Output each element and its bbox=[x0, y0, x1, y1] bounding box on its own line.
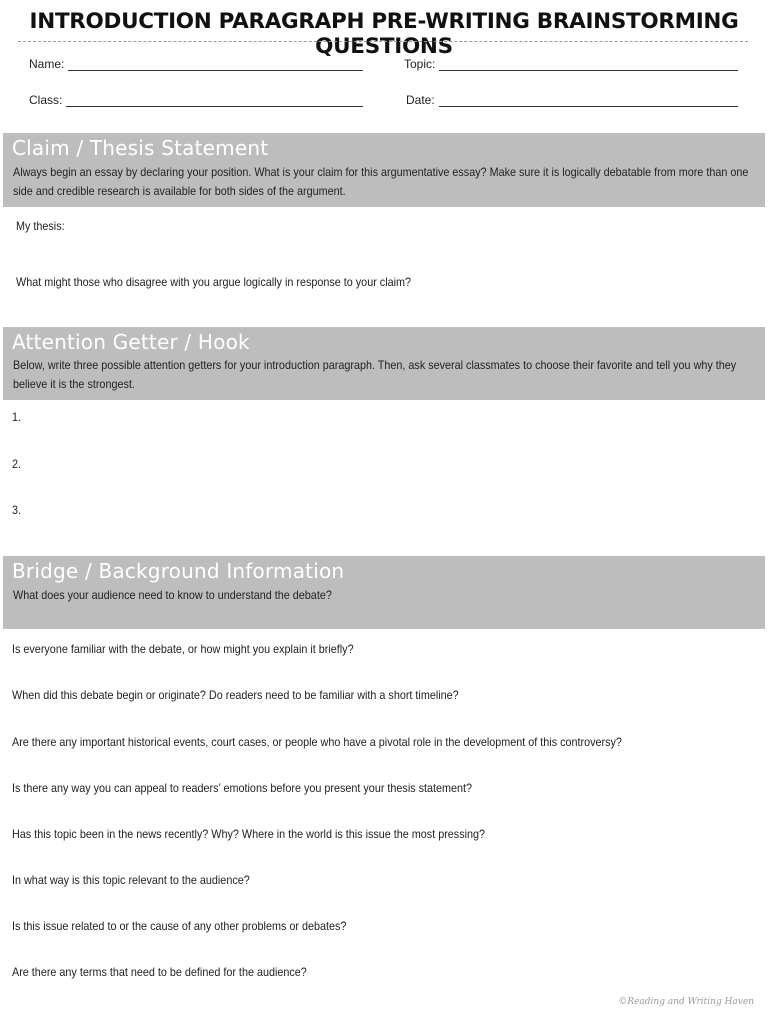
prompt-my-thesis: My thesis: bbox=[16, 219, 65, 233]
name-label: Name: bbox=[29, 57, 65, 71]
name-field[interactable] bbox=[29, 57, 363, 71]
bridge-question: In what way is this topic relevant to the audience? bbox=[12, 873, 250, 887]
section-description: Below, write three possible attention getters for your introduction paragraph. Then, ask several classmates to choose their favorite and tell you why they believe it is the strongest. bbox=[13, 358, 737, 391]
claim-section-header bbox=[3, 133, 765, 207]
name-line[interactable] bbox=[68, 58, 363, 71]
section-title: Attention Getter / Hook bbox=[12, 330, 250, 354]
title-divider bbox=[18, 41, 748, 42]
class-field[interactable] bbox=[29, 93, 363, 107]
hook-section-header bbox=[3, 327, 765, 400]
date-label: Date: bbox=[406, 93, 435, 107]
section-description: Always begin an essay by declaring your position. What is your claim for this argumentative essay? Make sure it is logically debatable from more than one side and credible research is available for both sides of the argument. bbox=[13, 165, 749, 198]
bridge-question: Is this issue related to or the cause of any other problems or debates? bbox=[12, 919, 347, 933]
bridge-question: Are there any terms that need to be defined for the audience? bbox=[12, 965, 307, 979]
worksheet-title: INTRODUCTION PARAGRAPH PRE-WRITING BRAINSTORMING QUESTIONS bbox=[29, 9, 739, 59]
class-label: Class: bbox=[29, 93, 63, 107]
topic-line[interactable] bbox=[439, 58, 738, 71]
bridge-question: Are there any important historical events, court cases, or people who have a pivotal role in the development of this controversy? bbox=[12, 735, 622, 749]
hook-item-3: 3. bbox=[12, 503, 22, 517]
bridge-question: Has this topic been in the news recently? Why? Where in the world is this issue the most pressing? bbox=[12, 827, 486, 841]
topic-field[interactable] bbox=[404, 57, 738, 71]
bridge-section-header bbox=[3, 556, 765, 629]
copyright-footer: ©Reading and Writing Haven bbox=[618, 997, 754, 1007]
section-description: What does your audience need to know to understand the debate? bbox=[13, 588, 332, 602]
topic-label: Topic: bbox=[404, 57, 436, 71]
date-line[interactable] bbox=[439, 94, 738, 107]
class-line[interactable] bbox=[66, 94, 363, 107]
bridge-question: Is there any way you can appeal to readers’ emotions before you present your thesis statement? bbox=[12, 781, 473, 795]
date-field[interactable] bbox=[406, 93, 738, 107]
prompt-counterargument: What might those who disagree with you argue logically in response to your claim? bbox=[16, 275, 412, 289]
hook-item-1: 1. bbox=[12, 410, 22, 424]
bridge-question: When did this debate begin or originate? Do readers need to be familiar with a short timeline? bbox=[12, 688, 459, 702]
bridge-question: Is everyone familiar with the debate, or how might you explain it briefly? bbox=[12, 642, 354, 656]
section-title: Claim / Thesis Statement bbox=[12, 136, 269, 160]
hook-item-2: 2. bbox=[12, 457, 22, 471]
section-title: Bridge / Background Information bbox=[12, 559, 345, 583]
